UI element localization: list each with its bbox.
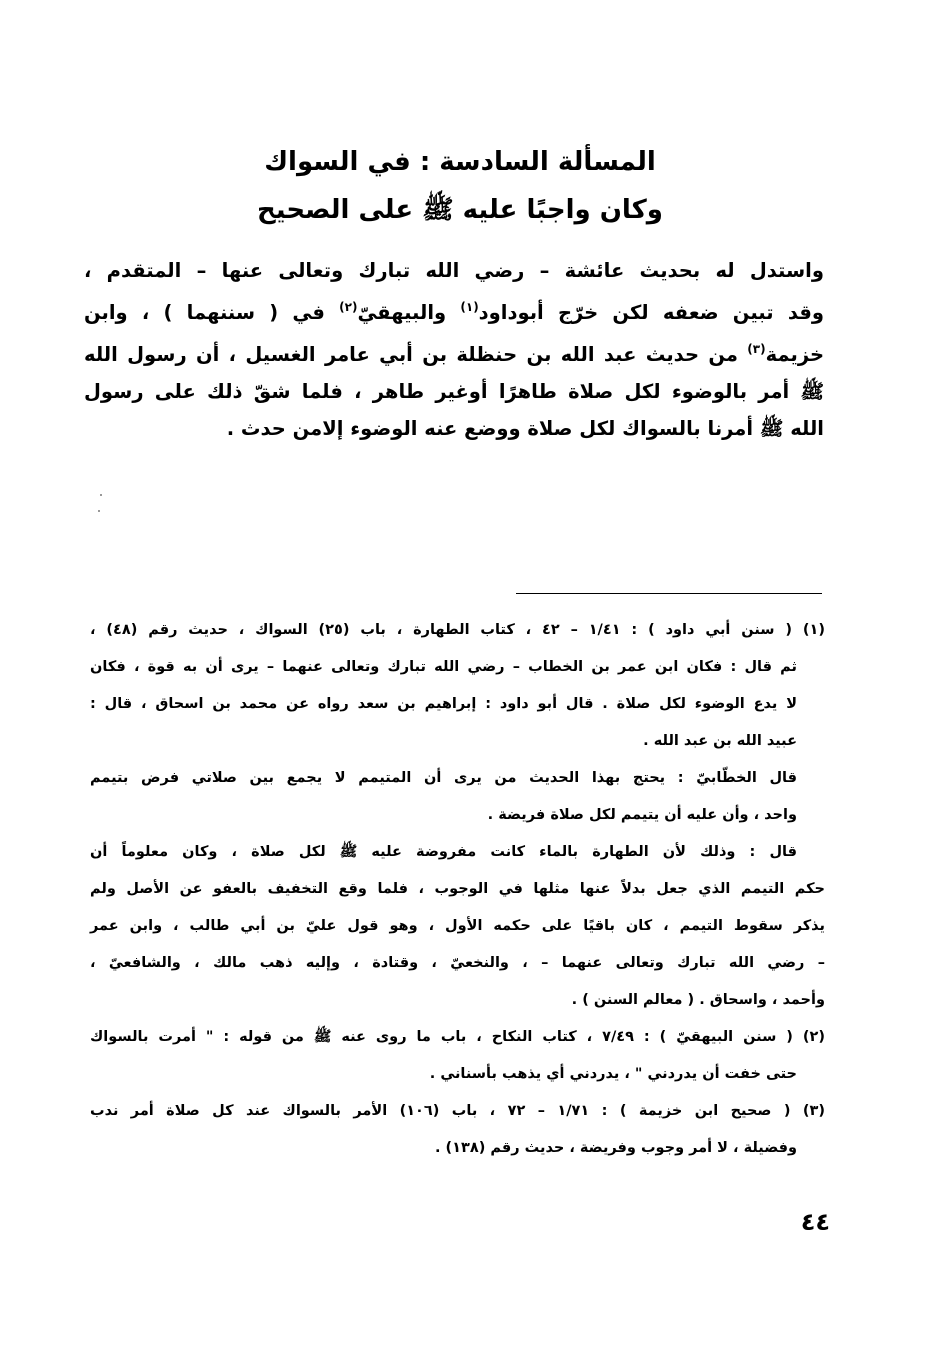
footnotes: [90, 612, 825, 1167]
footnote-line: (٢) ( سنن البيهقيّ ) : ٧/٤٩ ، كتاب النكاح ، باب ما روى عنه ﷺ من قوله : " أمرت بالسواك: [90, 1029, 825, 1045]
footnote-line: (٣) ( صحيح ابن خزيمة ) : ١/٧١ – ٧٢ ، باب (١٠٦) الأمر بالسواك عند كل صلاة أمر ندب: [90, 1103, 825, 1119]
footnote-line: قال الخطّابيّ : يحتج بهذا الحديث من يرى أن المتيمم لا يجمع بين صلاتي فرض بتيمم: [90, 770, 797, 786]
heading-line-1: المسألة السادسة : في السواك: [264, 147, 656, 177]
footnote-line: عبيد الله بن عبد الله .: [643, 733, 797, 749]
paragraph-line: [84, 289, 824, 331]
section-heading: [150, 138, 770, 234]
scan-speck: [100, 494, 102, 496]
footnote-marker-3: (٣): [747, 342, 766, 356]
page-number: ٤٤: [800, 1208, 830, 1236]
footnote-line: يذكر سقوط التيمم ، كان باقيًا على حكمه الأول ، وهو قول عليّ بن أبي طالب ، وابن عمر: [90, 918, 825, 934]
footnote-line: قال : وذلك لأن الطهارة بالماء كانت مفروضة عليه ﷺ لكل صلاة ، وكان معلوماً أن: [90, 844, 797, 860]
paragraph-line: واستدل له بحديث عائشة – رضي الله تبارك وتعالى عنها – المتقدم ،: [84, 259, 824, 282]
footnote-3: [90, 1093, 825, 1167]
heading-line-2: وكان واجبًا عليه ﷺ على الصحيح: [257, 195, 663, 225]
footnote-line: واحد ، وأن عليه أن يتيمم لكل صلاة فريضة .: [487, 807, 797, 823]
main-paragraph: [84, 252, 824, 447]
footnote-1: [90, 612, 825, 1019]
paragraph-segment: خزيمة: [765, 343, 824, 366]
footnote-line: حكم التيمم الذي جعل بدلاً عنها مثلها في الوجوب ، فلما وقع التخفيف بالعفو عن الأصل ولم: [90, 881, 825, 897]
footnote-separator: [516, 593, 822, 594]
footnote-marker-2: (٢): [339, 300, 358, 314]
footnote-line: ثم قال : فكان ابن عمر بن الخطاب – رضي الله تبارك وتعالى عنهما – يرى أن به قوة ، فكان: [90, 659, 797, 675]
scan-speck: [98, 510, 100, 512]
paragraph-line: الله ﷺ أمرنا بالسواك لكل صلاة ووضع عنه الوضوء إلامن حدث .: [226, 417, 824, 440]
footnote-marker-1: (١): [460, 300, 479, 314]
paragraph-segment: وقد تبين ضعفه لكن خرّج أبوداود: [478, 301, 824, 324]
paragraph-segment: والبيهقيّ: [357, 301, 461, 324]
footnote-line: حتى خفت أن يدردني " ، يدردني أي يذهب بأسناني .: [429, 1066, 797, 1082]
paragraph-line: [84, 331, 824, 373]
footnote-line: (١) ( سنن أبي داود ) : ١/٤١ – ٤٢ ، كتاب الطهارة ، باب (٢٥) السواك ، حديث رقم (٤٨) ،: [90, 622, 825, 638]
footnote-line: وفضيلة ، لا أمر وجوب وفريضة ، حديث رقم (١٣٨) .: [434, 1140, 797, 1156]
footnote-line: وأحمد ، واسحاق . ( معالم السنن ) .: [571, 992, 825, 1008]
paragraph-segment: في ( سننهما ) ، وابن: [84, 301, 340, 324]
paragraph-segment: من حديث عبد الله بن حنظلة بن أبي عامر الغسيل ، أن رسول الله: [84, 343, 748, 366]
footnote-line: – رضي الله تبارك وتعالى عنهما – ، والنخعيّ ، وقتادة ، وإليه ذهب مالك ، والشافعيّ ،: [90, 955, 825, 971]
footnote-line: لا يدع الوضوء لكل صلاة . قال أبو داود : إبراهيم بن سعد رواه عن محمد بن اسحاق ، قال :: [90, 696, 797, 712]
footnote-2: [90, 1019, 825, 1093]
paragraph-line: ﷺ أمر بالوضوء لكل صلاة طاهرًا أوغير طاهر ، فلما شقّ ذلك على رسول: [84, 380, 824, 403]
